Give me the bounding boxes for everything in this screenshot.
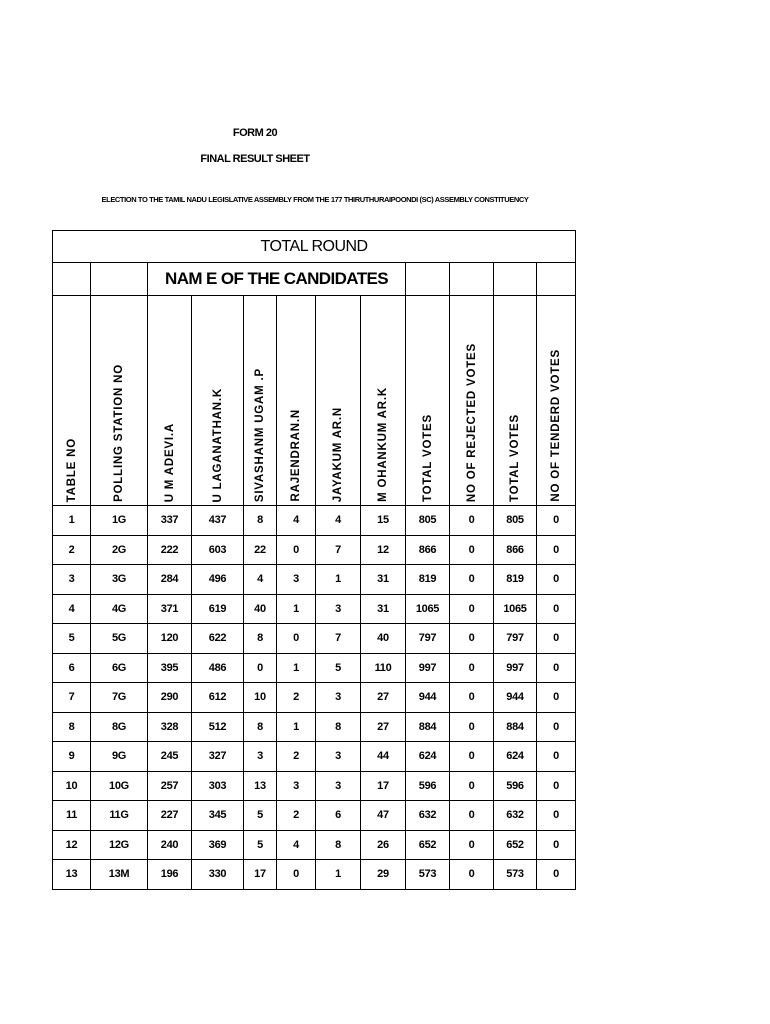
table-cell: 884 (406, 712, 450, 742)
table-cell: 652 (494, 830, 537, 860)
table-cell: 8 (53, 712, 91, 742)
table-cell: 0 (537, 565, 576, 595)
col-header-rejected-votes (450, 296, 494, 506)
table-cell: 866 (406, 535, 450, 565)
table-cell: 0 (277, 860, 316, 890)
table-row (53, 653, 576, 683)
table-cell: 496 (192, 565, 244, 595)
col-header-label: TABLE NO (65, 437, 78, 502)
table-row (53, 506, 576, 536)
col-header-candidate (277, 296, 316, 506)
table-cell: 369 (192, 830, 244, 860)
table-cell: 40 (361, 624, 406, 654)
table-cell: 0 (537, 830, 576, 860)
table-cell: 327 (192, 742, 244, 772)
col-header-label: NO OF TENDERD VOTES (550, 349, 563, 502)
table-cell: 866 (494, 535, 537, 565)
table-cell: 8 (244, 712, 277, 742)
table-cell: 573 (406, 860, 450, 890)
col-header-label: TOTAL VOTES (421, 413, 434, 502)
table-cell: 619 (192, 594, 244, 624)
table-cell: 8 (244, 624, 277, 654)
table-cell: 3 (316, 742, 361, 772)
col-header-label: JAYAKUM AR.N (332, 406, 344, 502)
table-cell: 0 (450, 506, 494, 536)
table-row (53, 683, 576, 713)
table-cell: 3 (53, 565, 91, 595)
table-cell: 1 (277, 712, 316, 742)
col-header-label: U M ADEVI.A (163, 422, 176, 502)
table-cell: 371 (148, 594, 192, 624)
col-header-candidate (316, 296, 361, 506)
table-cell: 997 (494, 653, 537, 683)
col-header-total-votes (494, 296, 537, 506)
table-cell: 9 (53, 742, 91, 772)
table-cell: 2 (277, 683, 316, 713)
table-cell: 3 (316, 594, 361, 624)
table-cell: 13 (244, 771, 277, 801)
table-cell: 6 (316, 801, 361, 831)
blank-cell (537, 263, 576, 296)
table-cell: 31 (361, 565, 406, 595)
table-cell: 819 (406, 565, 450, 595)
table-cell: 3 (277, 771, 316, 801)
table-row (53, 712, 576, 742)
table-cell: 13 (53, 860, 91, 890)
table-cell: 0 (450, 860, 494, 890)
table-cell: 622 (192, 624, 244, 654)
table-cell: 797 (406, 624, 450, 654)
table-cell: 596 (494, 771, 537, 801)
table-cell: 5 (244, 830, 277, 860)
col-header-label: U LAGANATHAN.K (211, 387, 224, 502)
table-cell: 0 (537, 771, 576, 801)
table-cell: 7 (316, 624, 361, 654)
table-cell: 4 (277, 830, 316, 860)
table-row (53, 594, 576, 624)
table-cell: 290 (148, 683, 192, 713)
table-cell: 303 (192, 771, 244, 801)
table-cell: 0 (277, 535, 316, 565)
col-header-candidate (192, 296, 244, 506)
table-cell: 12G (91, 830, 148, 860)
table-cell: 797 (494, 624, 537, 654)
table-cell: 997 (406, 653, 450, 683)
table-cell: 26 (361, 830, 406, 860)
table-cell: 240 (148, 830, 192, 860)
table-cell: 5 (53, 624, 91, 654)
table-cell: 22 (244, 535, 277, 565)
table-cell: 632 (406, 801, 450, 831)
table-cell: 3 (244, 742, 277, 772)
table-cell: 632 (494, 801, 537, 831)
table-cell: 944 (494, 683, 537, 713)
table-cell: 3G (91, 565, 148, 595)
table-cell: 4 (244, 565, 277, 595)
table-cell: 8 (244, 506, 277, 536)
table-cell: 6G (91, 653, 148, 683)
table-cell: 15 (361, 506, 406, 536)
table-row (53, 742, 576, 772)
table-cell: 11 (53, 801, 91, 831)
election-description: ELECTION TO THE TAMIL NADU LEGISLATIVE ASSEMBLY FROM THE 177 THIRUTHURAIPOONDI (SC) ASSEMBLY CONSTITUENCY (101, 195, 529, 204)
table-cell: 0 (450, 771, 494, 801)
table-cell: 0 (537, 653, 576, 683)
table-cell: 245 (148, 742, 192, 772)
table-cell: 222 (148, 535, 192, 565)
table-cell: 652 (406, 830, 450, 860)
table-cell: 284 (148, 565, 192, 595)
table-cell: 2 (277, 801, 316, 831)
table-row (53, 801, 576, 831)
table-cell: 0 (450, 594, 494, 624)
table-cell: 0 (450, 712, 494, 742)
table-cell: 624 (494, 742, 537, 772)
table-cell: 1065 (494, 594, 537, 624)
table-cell: 345 (192, 801, 244, 831)
table-row (53, 565, 576, 595)
table-cell: 5G (91, 624, 148, 654)
table-cell: 10 (244, 683, 277, 713)
table-cell: 3 (316, 771, 361, 801)
col-header-candidate (148, 296, 192, 506)
round-label: TOTAL ROUND (53, 231, 576, 263)
table-cell: 2 (277, 742, 316, 772)
table-cell: 328 (148, 712, 192, 742)
table-cell: 1065 (406, 594, 450, 624)
table-cell: 1 (53, 506, 91, 536)
table-cell: 0 (450, 624, 494, 654)
table-cell: 257 (148, 771, 192, 801)
table-cell: 5 (316, 653, 361, 683)
table-cell: 4 (277, 506, 316, 536)
table-cell: 29 (361, 860, 406, 890)
blank-cell (91, 263, 148, 296)
table-cell: 337 (148, 506, 192, 536)
table-cell: 7 (53, 683, 91, 713)
table-cell: 8 (316, 712, 361, 742)
table-cell: 805 (406, 506, 450, 536)
blank-cell (53, 263, 91, 296)
blank-cell (450, 263, 494, 296)
sheet-title: FINAL RESULT SHEET (200, 153, 310, 165)
table-cell: 0 (450, 801, 494, 831)
result-table (52, 230, 576, 890)
blank-cell (494, 263, 537, 296)
table-cell: 0 (537, 712, 576, 742)
table-row (53, 860, 576, 890)
table-cell: 10 (53, 771, 91, 801)
table-cell: 3 (316, 683, 361, 713)
col-header-label: M OHANKUM AR.K (377, 387, 389, 502)
table-cell: 0 (450, 653, 494, 683)
table-cell: 0 (450, 742, 494, 772)
table-cell: 884 (494, 712, 537, 742)
col-header-label: NO OF REJECTED VOTES (465, 342, 478, 502)
table-cell: 11G (91, 801, 148, 831)
table-cell: 196 (148, 860, 192, 890)
table-cell: 0 (537, 594, 576, 624)
table-cell: 0 (537, 624, 576, 654)
table-cell: 0 (450, 565, 494, 595)
col-header-label: TOTAL VOTES (509, 413, 521, 502)
table-cell: 3 (277, 565, 316, 595)
table-cell: 8 (316, 830, 361, 860)
table-cell: 0 (450, 535, 494, 565)
table-cell: 612 (192, 683, 244, 713)
table-cell: 17 (361, 771, 406, 801)
col-header-tendered-votes (537, 296, 576, 506)
table-cell: 4 (316, 506, 361, 536)
table-cell: 9G (91, 742, 148, 772)
table-cell: 8G (91, 712, 148, 742)
table-cell: 0 (537, 506, 576, 536)
table-cell: 5 (244, 801, 277, 831)
table-cell: 0 (537, 683, 576, 713)
table-cell: 0 (537, 742, 576, 772)
table-cell: 1G (91, 506, 148, 536)
table-row (53, 771, 576, 801)
table-cell: 2G (91, 535, 148, 565)
col-header-label: POLLING STATION NO (113, 364, 125, 502)
table-cell: 437 (192, 506, 244, 536)
table-cell: 40 (244, 594, 277, 624)
candidates-label: NAM E OF THE CANDIDATES (148, 263, 406, 296)
table-cell: 1 (277, 653, 316, 683)
table-cell: 0 (450, 830, 494, 860)
table-cell: 2 (53, 535, 91, 565)
table-cell: 227 (148, 801, 192, 831)
blank-cell (406, 263, 450, 296)
table-cell: 573 (494, 860, 537, 890)
table-cell: 0 (450, 683, 494, 713)
table-row (53, 624, 576, 654)
table-cell: 395 (148, 653, 192, 683)
table-row (53, 535, 576, 565)
table-cell: 47 (361, 801, 406, 831)
table-cell: 0 (537, 860, 576, 890)
col-header-table-no (53, 296, 91, 506)
form-title: FORM 20 (232, 127, 278, 139)
table-cell: 12 (53, 830, 91, 860)
table-cell: 1 (277, 594, 316, 624)
col-header-candidate (361, 296, 406, 506)
table-cell: 44 (361, 742, 406, 772)
table-row (53, 830, 576, 860)
table-cell: 7G (91, 683, 148, 713)
table-cell: 0 (244, 653, 277, 683)
col-header-candidate (244, 296, 277, 506)
table-cell: 110 (361, 653, 406, 683)
table-cell: 0 (537, 801, 576, 831)
table-cell: 0 (277, 624, 316, 654)
table-cell: 4G (91, 594, 148, 624)
table-cell: 1 (316, 565, 361, 595)
table-cell: 120 (148, 624, 192, 654)
table-cell: 944 (406, 683, 450, 713)
table-cell: 805 (494, 506, 537, 536)
col-header-polling-station (91, 296, 148, 506)
table-cell: 1 (316, 860, 361, 890)
table-cell: 6 (53, 653, 91, 683)
table-cell: 4 (53, 594, 91, 624)
table-cell: 27 (361, 683, 406, 713)
table-cell: 603 (192, 535, 244, 565)
col-header-label: RAJENDRAN.N (290, 409, 302, 502)
table-cell: 486 (192, 653, 244, 683)
table-cell: 624 (406, 742, 450, 772)
col-header-total-votes (406, 296, 450, 506)
table-cell: 31 (361, 594, 406, 624)
table-cell: 12 (361, 535, 406, 565)
table-cell: 27 (361, 712, 406, 742)
table-cell: 17 (244, 860, 277, 890)
table-cell: 819 (494, 565, 537, 595)
table-cell: 10G (91, 771, 148, 801)
table-cell: 0 (537, 535, 576, 565)
col-header-label: SIVASHANM UGAM .P (254, 367, 266, 502)
table-cell: 330 (192, 860, 244, 890)
table-cell: 512 (192, 712, 244, 742)
table-cell: 13M (91, 860, 148, 890)
table-cell: 596 (406, 771, 450, 801)
table-cell: 7 (316, 535, 361, 565)
